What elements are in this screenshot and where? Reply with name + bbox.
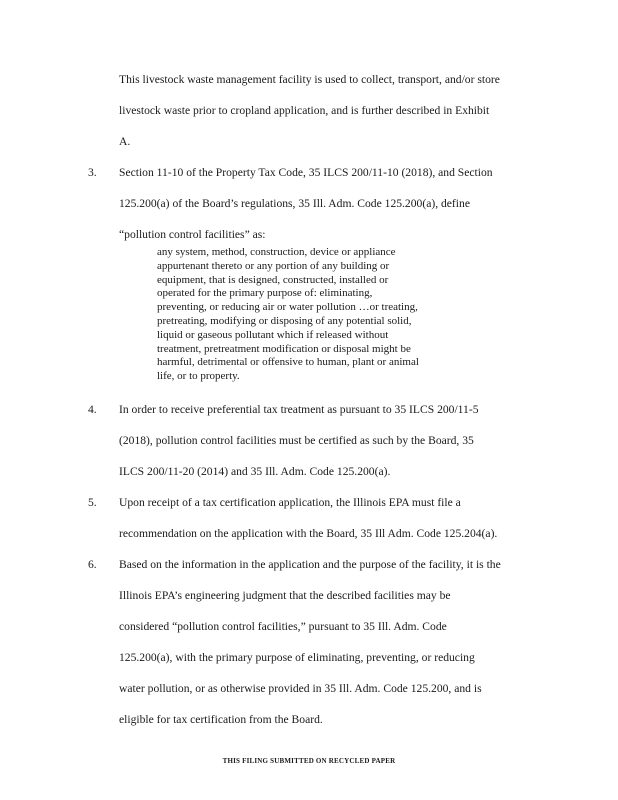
intro-line-2: livestock waste prior to cropland application, and is further described in Exhibit: [119, 104, 490, 117]
quote-line: equipment, that is designed, constructed, installed or: [157, 273, 389, 286]
paragraph-6-line-2: Illinois EPA’s engineering judgment that the described facilities may be: [119, 589, 451, 602]
paragraph-6-line-3: considered “pollution control facilities,” pursuant to 35 Ill. Adm. Code: [119, 620, 447, 633]
quote-line: operated for the primary purpose of: eliminating,: [157, 287, 373, 300]
recycled-paper-footer: THIS FILING SUBMITTED ON RECYCLED PAPER: [222, 757, 396, 765]
quote-line: life, or to property.: [157, 370, 240, 383]
paragraph-5-line-2: recommendation on the application with the Board, 35 Ill Adm. Code 125.204(a).: [119, 527, 498, 540]
paragraph-4-line-1: In order to receive preferential tax treatment as pursuant to 35 ILCS 200/11-5: [119, 403, 479, 416]
paragraph-5-number: 5.: [88, 496, 97, 509]
quote-line: liquid or gaseous pollutant which if released without: [157, 328, 389, 341]
paragraph-4-line-2: (2018), pollution control facilities must be certified as such by the Board, 35: [119, 434, 474, 447]
quote-line: appurtenant thereto or any portion of any building or: [157, 259, 390, 272]
paragraph-3-line-1: Section 11-10 of the Property Tax Code, 35 ILCS 200/11-10 (2018), and Section: [119, 166, 493, 179]
paragraph-6-line-1: Based on the information in the application and the purpose of the facility, it is the: [119, 558, 501, 571]
intro-line-3: A.: [119, 135, 131, 148]
intro-line-1: This livestock waste management facility is used to collect, transport, and/or store: [119, 73, 500, 86]
paragraph-3-number: 3.: [88, 166, 97, 179]
quote-line: pretreating, modifying or disposing of any potential solid,: [157, 314, 412, 327]
paragraph-4-number: 4.: [88, 403, 97, 416]
quote-line: treatment, pretreatment modification or disposal might be: [157, 342, 411, 355]
paragraph-3-line-3: “pollution control facilities” as:: [119, 228, 266, 241]
paragraph-6-line-5: water pollution, or as otherwise provided in 35 Ill. Adm. Code 125.200, and is: [119, 682, 482, 695]
quote-line: any system, method, construction, device or appliance: [157, 246, 396, 258]
paragraph-6-line-4: 125.200(a), with the primary purpose of eliminating, preventing, or reducing: [119, 651, 475, 664]
paragraph-5-line-1: Upon receipt of a tax certification application, the Illinois EPA must file a: [119, 496, 461, 509]
paragraph-6-line-6: eligible for tax certification from the Board.: [119, 713, 323, 726]
quote-line: preventing, or reducing air or water pollution …or treating,: [157, 301, 418, 314]
definition-blockquote: [157, 246, 448, 384]
paragraph-6-number: 6.: [88, 558, 97, 571]
quote-line: harmful, detrimental or offensive to human, plant or animal: [157, 356, 419, 369]
paragraph-3-line-2: 125.200(a) of the Board’s regulations, 35 Ill. Adm. Code 125.200(a), define: [119, 197, 470, 210]
paragraph-4-line-3: ILCS 200/11-20 (2014) and 35 Ill. Adm. Code 125.200(a).: [119, 465, 391, 478]
